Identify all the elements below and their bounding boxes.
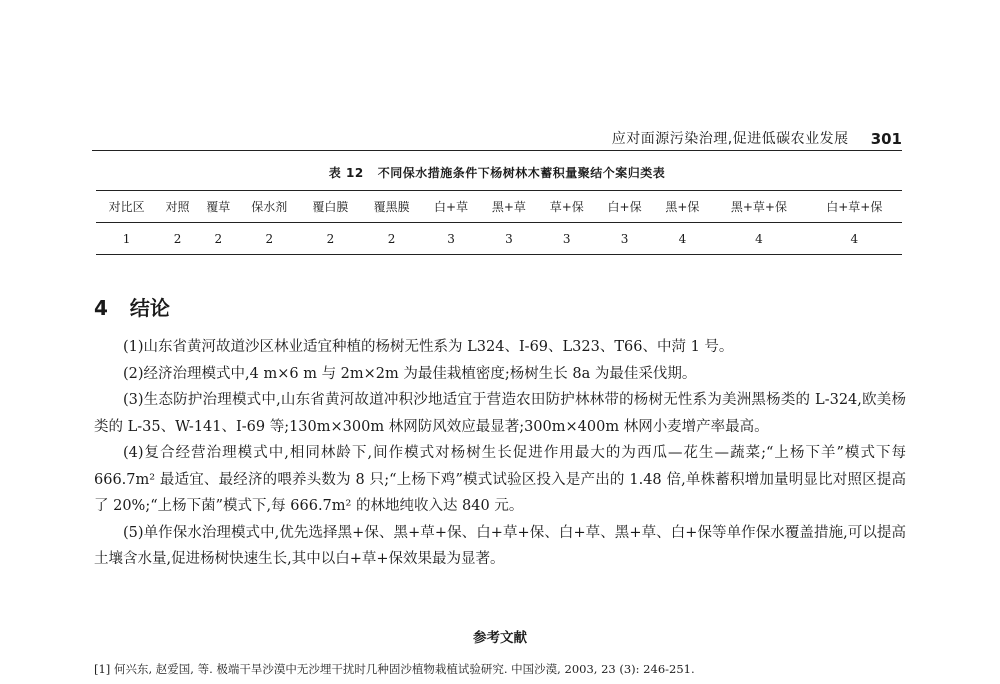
col-header: 黑+草 [480,191,538,223]
paragraph: (1)山东省黄河故道沙区林业适宜种植的杨树无性系为 L324、I-69、L323、T66、中菏 1 号。 [123,339,734,355]
paragraph: (5)单作保水治理模式中,优先选择黑+保、黑+草+保、白+草+保、白+草、黑+草、白+保等单作保水覆盖措施,可以提高土壤含水量,促进杨树快速生长,其中以白+草+保效果最为显著。 [94,524,906,567]
col-header: 草+保 [538,191,596,223]
table-cell: 3 [505,231,513,246]
table-cell: 4 [755,231,763,246]
clustering-table [96,190,902,255]
table-cell: 4 [850,231,859,246]
paragraph: (4)复合经营治理模式中,相同林龄下,间作模式对杨树生长促进作用最大的为西瓜—花生—蔬菜;“上杨下羊”模式下每 666.7m² 最适宜、最经济的喂养头数为 8 只;“上杨下鸡”模式试验区投入是产出的 1.48 倍,单株蓄积增加量明显比对照区提高了 20%;“上杨下菌”模式下,每 666.7m² 的林地纯收入达 840 元。 [94,445,906,514]
table-row [96,223,902,255]
col-header: 覆黑膜 [361,191,422,223]
section-number: 4 [94,296,108,320]
table-number: 表 12 [328,166,364,180]
col-header: 黑+保 [653,191,711,223]
table-cell: 4 [678,231,687,246]
table-cell: 2 [265,231,274,246]
col-header: 白+草+保 [807,191,902,223]
col-header: 对比区 [96,191,157,223]
col-header: 覆草 [198,191,239,223]
col-header: 对照 [157,191,198,223]
table-cell: 3 [447,231,455,246]
table-cell: 2 [387,231,396,246]
col-header: 保水剂 [239,191,300,223]
col-header: 白+草 [422,191,480,223]
table-cell: 1 [122,231,131,246]
table-cell: 2 [326,231,335,246]
table-caption [92,164,902,181]
table-caption-text: 不同保水措施条件下杨树林木蓄积量聚结个案归类表 [377,166,666,180]
table-cell: 3 [620,231,629,246]
section-title: 结论 [129,296,170,320]
paragraph: (3)生态防护治理模式中,山东省黄河故道冲积沙地适宜于营造农田防护林林带的杨树无性系为美洲黑杨类的 L-324,欧美杨类的 L-35、W-141、I-69 等;130m×300m 林网防风效应最显著;300m×400m 林网小麦增产率最高。 [94,392,906,435]
conclusions-body [94,334,906,573]
page-number: 301 [870,130,902,148]
table-cell: 3 [562,231,571,246]
col-header: 覆白膜 [300,191,361,223]
reference-item: [1] 何兴东, 赵爱国, 等. 极端干旱沙漠中无沙埋干扰时几种固沙植物栽植试验研究. 中国沙漠, 2003, 23 (3): 246-251. [94,662,695,676]
running-title: 应对面源污染治理,促进低碳农业发展 [611,131,849,147]
section-heading [94,292,170,321]
col-header: 黑+草+保 [711,191,806,223]
table-cell: 2 [173,231,182,246]
col-header: 白+保 [596,191,654,223]
page-header [92,120,902,151]
table-header-row [96,191,902,223]
references-heading: 参考文献 [473,630,527,646]
table-cell: 2 [214,231,223,246]
paragraph: (2)经济治理模式中,4 m×6 m 与 2m×2m 为最佳栽植密度;杨树生长 8a 为最佳采伐期。 [123,365,697,382]
